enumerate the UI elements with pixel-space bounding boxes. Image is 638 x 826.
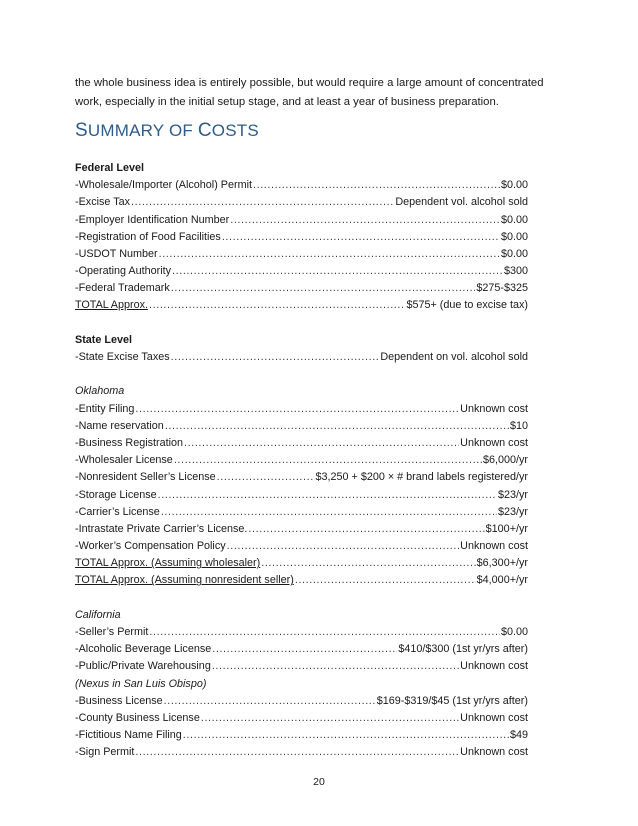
cost-label: -Sign Permit xyxy=(75,746,135,759)
cost-row xyxy=(75,727,528,744)
cost-row xyxy=(75,487,528,504)
heading-word: OSTS xyxy=(211,121,259,140)
cost-row xyxy=(75,194,528,211)
leader-dots xyxy=(184,435,459,452)
cost-label: -Wholesaler License xyxy=(75,454,173,467)
spacer xyxy=(75,366,528,383)
cost-label: -Intrastate Private Carrier’s License. xyxy=(75,522,248,535)
cost-label: -Nonresident Seller’s License xyxy=(75,471,216,484)
leader-dots xyxy=(171,280,476,297)
cost-label: -USDOT Number xyxy=(75,247,158,260)
cost-value: $100+/yr xyxy=(485,522,528,535)
leader-dots xyxy=(217,469,315,486)
cost-value: $0.00 xyxy=(500,230,528,243)
cost-label: -Seller’s Permit xyxy=(75,626,149,639)
total-value: $6,300+/yr xyxy=(476,557,528,570)
federal-level-title: Federal Level xyxy=(75,162,145,174)
cost-row xyxy=(75,504,528,521)
cost-row xyxy=(75,280,528,297)
cost-row xyxy=(75,435,528,452)
cost-row xyxy=(75,658,528,675)
leader-dots xyxy=(253,177,500,194)
cost-label: -Public/Private Warehousing xyxy=(75,660,211,673)
leader-dots xyxy=(295,573,476,590)
cost-row xyxy=(75,401,528,418)
cost-label: -Operating Authority xyxy=(75,265,172,278)
cost-row xyxy=(75,452,528,469)
leader-dots xyxy=(212,658,459,675)
california-title: California xyxy=(75,608,121,621)
cost-row xyxy=(75,246,528,263)
leader-dots xyxy=(261,555,475,572)
leader-dots xyxy=(212,641,397,658)
cost-row xyxy=(75,538,528,555)
total-label: TOTAL Approx. (Assuming wholesaler) xyxy=(75,557,261,570)
intro-line: the whole business idea is entirely possible, but would require a large amount of concentrated xyxy=(75,77,544,89)
cost-row xyxy=(75,177,528,194)
cost-row xyxy=(75,263,528,280)
heading-initial: S xyxy=(75,120,88,141)
cost-value: $0.00 xyxy=(500,213,528,226)
total-label: TOTAL Approx. (Assuming nonresident seller) xyxy=(75,574,294,587)
cost-value: Unknown cost xyxy=(460,746,528,759)
cost-label: -Business Registration xyxy=(75,436,184,449)
heading-word: OF xyxy=(164,121,198,140)
cost-row xyxy=(75,744,528,761)
cost-row xyxy=(75,212,528,229)
cost-row xyxy=(75,418,528,435)
total-row xyxy=(75,555,528,572)
leader-dots xyxy=(158,487,497,504)
leader-dots xyxy=(159,246,500,263)
cost-value: $6,000/yr xyxy=(482,454,528,467)
cost-value: $3,250 + $200 × # brand labels registered/yr xyxy=(315,471,528,484)
cost-row xyxy=(75,693,528,710)
cost-row xyxy=(75,624,528,641)
leader-dots xyxy=(174,452,482,469)
total-label: TOTAL Approx. xyxy=(75,299,149,312)
total-value: $4,000+/yr xyxy=(476,574,528,587)
leader-dots xyxy=(135,744,459,761)
cost-value: $23/yr xyxy=(497,488,528,501)
leader-dots xyxy=(230,212,500,229)
leader-dots xyxy=(164,693,376,710)
cost-label: -Entity Filing xyxy=(75,402,135,415)
cost-value: Unknown cost xyxy=(460,711,528,724)
leader-dots xyxy=(227,538,460,555)
cost-value: Unknown cost xyxy=(460,436,528,449)
leader-dots xyxy=(171,349,380,366)
leader-dots xyxy=(149,624,500,641)
cost-label: -Employer Identification Number xyxy=(75,213,230,226)
leader-dots xyxy=(201,710,459,727)
cost-value: $0.00 xyxy=(500,626,528,639)
cost-value: $23/yr xyxy=(497,505,528,518)
cost-value: $49 xyxy=(509,729,528,742)
total-value: $575+ (due to excise tax) xyxy=(406,299,528,312)
leader-dots xyxy=(172,263,503,280)
cost-value: Dependent on vol. alcohol sold xyxy=(380,351,528,364)
leader-dots xyxy=(149,298,405,315)
leader-dots xyxy=(161,504,497,521)
cost-value: $300 xyxy=(503,265,528,278)
leader-dots xyxy=(131,194,394,211)
cost-value: Unknown cost xyxy=(460,402,528,415)
total-row xyxy=(75,573,528,590)
cost-value: Dependent vol. alcohol sold xyxy=(395,196,528,209)
leader-dots xyxy=(135,401,459,418)
cost-label: -Name reservation xyxy=(75,419,164,432)
cost-value: $410/$300 (1st yr/yrs after) xyxy=(398,643,528,656)
intro-paragraph xyxy=(75,74,565,112)
heading-word: UMMARY xyxy=(87,121,165,140)
page-number: 20 xyxy=(313,776,325,788)
section-heading xyxy=(75,120,259,142)
cost-label: -Excise Tax xyxy=(75,196,131,209)
intro-line: work, especially in the initial setup stage, and at least a year of business preparation. xyxy=(75,96,499,108)
oklahoma-title: Oklahoma xyxy=(75,385,125,398)
cost-label: -Storage License xyxy=(75,488,157,501)
cost-value: $275-$325 xyxy=(476,282,528,295)
cost-label: -County Business License xyxy=(75,711,200,724)
total-row xyxy=(75,298,528,315)
cost-value: $10 xyxy=(509,419,528,432)
leader-dots xyxy=(248,521,484,538)
state-level-title: State Level xyxy=(75,333,133,346)
cost-label: -Federal Trademark xyxy=(75,282,170,295)
leader-dots xyxy=(222,229,500,246)
nexus-subtitle: (Nexus in San Luis Obispo) xyxy=(75,677,207,690)
cost-value: $0.00 xyxy=(500,247,528,260)
cost-row xyxy=(75,521,528,538)
cost-row xyxy=(75,641,528,658)
cost-label: -Business License xyxy=(75,694,163,707)
cost-row xyxy=(75,469,528,486)
cost-row xyxy=(75,349,528,366)
heading-initial: C xyxy=(197,120,212,141)
cost-label: -Worker’s Compensation Policy xyxy=(75,540,226,553)
cost-label: -Fictitious Name Filing xyxy=(75,729,182,742)
cost-label: -Carrier’s License xyxy=(75,505,160,518)
leader-dots xyxy=(183,727,509,744)
spacer xyxy=(75,590,528,607)
cost-value: Unknown cost xyxy=(460,540,528,553)
leader-dots xyxy=(165,418,509,435)
cost-label: -Wholesale/Importer (Alcohol) Permit xyxy=(75,179,252,192)
cost-value: Unknown cost xyxy=(460,660,528,673)
cost-list xyxy=(75,160,528,762)
cost-value: $169-$319/$45 (1st yr/yrs after) xyxy=(376,694,528,707)
spacer xyxy=(75,315,528,332)
cost-label: -Alcoholic Beverage License xyxy=(75,643,212,656)
cost-row xyxy=(75,710,528,727)
cost-label: -Registration of Food Facilities xyxy=(75,230,221,243)
cost-value: $0.00 xyxy=(500,179,528,192)
cost-label: -State Excise Taxes xyxy=(75,351,170,364)
cost-row xyxy=(75,229,528,246)
